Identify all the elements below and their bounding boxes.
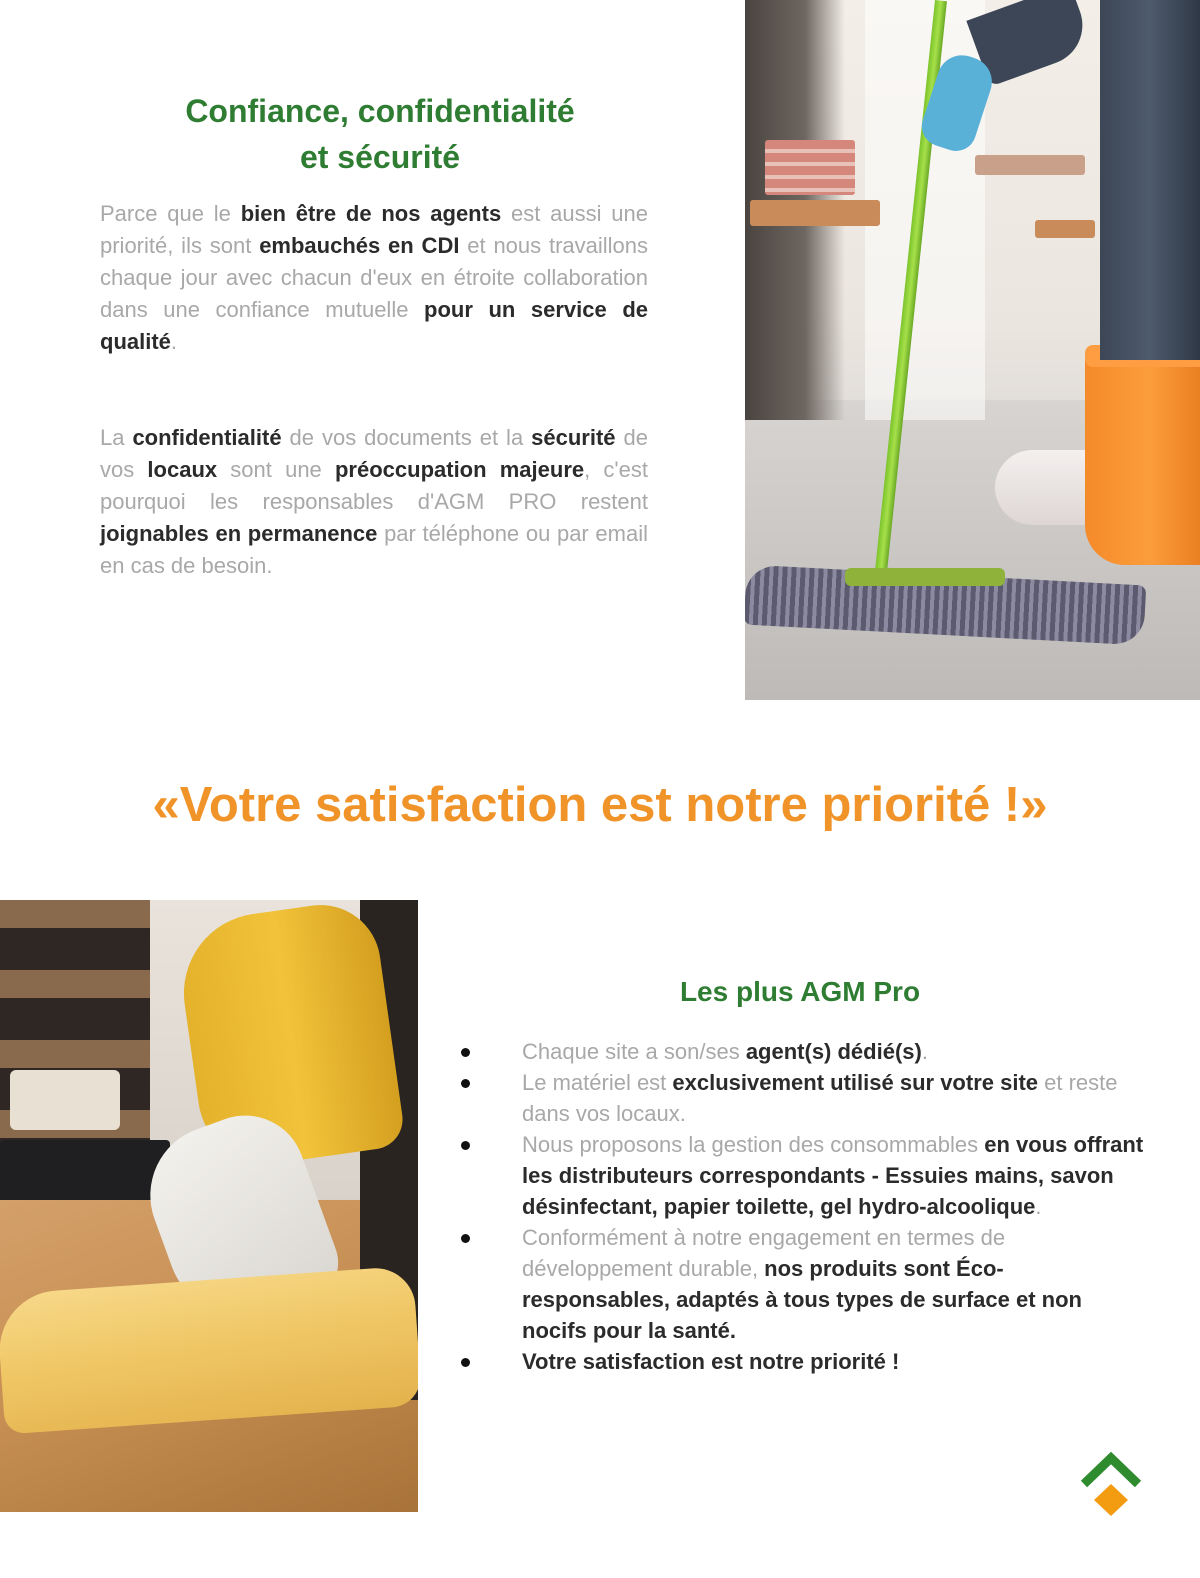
list-item [455,1067,1145,1129]
body-text: Chaque site a son/ses [522,1039,746,1064]
photo-shelf [975,155,1085,175]
emphasis-text: exclusivement utilisé sur votre site [672,1070,1039,1095]
list-item [455,1346,1145,1377]
emphasis-text: nos produits sont Éco-responsables, adaptés à tous types de surface et non nocifs pour la santé. [522,1256,1082,1343]
emphasis-text: en vous offrant les distributeurs correspondants - Essuies mains, savon désinfectant, papier toilette, gel hydro-alcoolique [522,1132,1144,1219]
photo-shelf [1035,220,1095,238]
emphasis-text: pour un service de qualité [100,297,648,354]
list-item [455,1036,1145,1067]
body-text: Conformément à notre engagement en termes de développement durable, [522,1225,1006,1281]
emphasis-text: confidentialité [132,425,282,450]
list-item [455,1222,1145,1346]
section-title-advantages: Les plus AGM Pro [679,976,921,1007]
body-text: , c'est pourquoi les responsables d'AGM PRO restent [100,457,648,514]
agm-pro-logo-icon [1078,1448,1144,1518]
body-text: La [100,425,133,450]
list-item-text [522,1070,1118,1126]
photo-basket [10,1070,120,1130]
emphasis-text: préoccupation majeure [334,457,585,482]
list-item [455,1129,1145,1222]
photo-yellow-cloth [0,1266,418,1435]
bullet-dot-icon [461,1079,470,1088]
photo-leg [1100,0,1200,360]
body-text: et nous travaillons chaque jour avec chacun d'eux en étroite collaboration dans une confiance mutuelle [100,233,649,322]
slogan-heading: «Votre satisfaction est notre priorité !» [152,778,1048,832]
emphasis-text: locaux [147,457,218,482]
section-title-confidentiality [100,88,660,180]
body-text: Le matériel est [522,1070,673,1095]
list-item-text [522,1349,899,1374]
photo-surface-wiping [0,900,418,1512]
photo-mop-frame [845,568,1005,586]
emphasis-text: embauchés en CDI [259,233,460,258]
body-text: de vos documents et la [281,425,532,450]
bullet-dot-icon [461,1141,470,1150]
emphasis-text: agent(s) dédié(s) [745,1039,922,1064]
section-title-line-1: Confiance, confidentialité [185,93,575,129]
photo-shelf [750,200,880,226]
body-text: Nous proposons la gestion des consommables [522,1132,985,1157]
photo-orange-bucket [1085,345,1200,565]
emphasis-text: sécurité [531,425,616,450]
bullet-dot-icon [461,1358,470,1367]
logo-diamond [1094,1484,1128,1516]
emphasis-text: joignables en permanence [100,521,378,546]
bullet-dot-icon [461,1234,470,1243]
list-item-text [522,1132,1143,1219]
bullet-dot-icon [461,1048,470,1057]
body-text: . [170,329,178,354]
paragraph-agents-wellbeing [100,198,648,358]
body-text: sont une [217,457,335,482]
advantages-list [455,1036,1145,1377]
body-text: Parce que le [100,201,241,226]
emphasis-text: Votre satisfaction est notre priorité ! [522,1349,900,1374]
logo-chevron [1084,1458,1138,1484]
photo-books [765,140,855,195]
photo-floor-mopping [745,0,1200,700]
body-text: est aussi une priorité, ils sont [100,201,648,258]
paragraph-confidentiality-security [100,422,648,582]
list-item-text [522,1039,928,1064]
body-text: par téléphone ou par email en cas de besoin. [100,521,648,578]
list-item-text [522,1225,1082,1343]
body-text: et reste dans vos locaux. [522,1070,1118,1126]
section-title-line-2: et sécurité [299,139,461,175]
emphasis-text: bien être de nos agents [240,201,502,226]
body-text: . [921,1039,928,1064]
body-text: . [1035,1194,1042,1219]
body-text: de vos [100,425,648,482]
